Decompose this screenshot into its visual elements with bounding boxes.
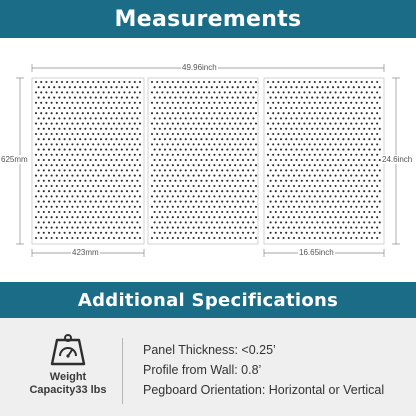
- height-inch-label: 24.6inch: [382, 155, 413, 164]
- additional-specifications-title: Additional Specifications: [77, 289, 339, 311]
- spec-divider: [122, 338, 123, 404]
- pegboard-panel-2: [148, 78, 258, 244]
- weight-capacity-value: Capacity33 lbs: [29, 384, 107, 396]
- pegboard-panels: [32, 78, 384, 244]
- spec-pegboard-orientation: Pegboard Orientation: Horizontal or Vertical: [143, 383, 385, 397]
- weight-capacity-block: [22, 332, 114, 412]
- specifications-section: [0, 318, 416, 416]
- spec-panel-thickness: Panel Thickness: <0.25’: [143, 343, 276, 357]
- spec-list: [143, 340, 384, 400]
- pegboard-panel-3: [264, 78, 384, 244]
- height-mm-label: 625mm: [1, 155, 28, 164]
- panel-width-mm-label: 423mm: [72, 248, 99, 257]
- spec-profile-from-wall: Profile from Wall: 0.8’: [143, 363, 262, 377]
- pegboard-panel-1: [32, 78, 144, 244]
- additional-specifications-banner: [0, 282, 416, 318]
- weight-label: Weight: [49, 371, 87, 383]
- panel-width-inch-label: 16.65inch: [299, 248, 334, 257]
- measurements-title: Measurements: [114, 6, 302, 32]
- total-width-label: 49.96inch: [182, 63, 217, 72]
- scale-icon: [49, 332, 87, 368]
